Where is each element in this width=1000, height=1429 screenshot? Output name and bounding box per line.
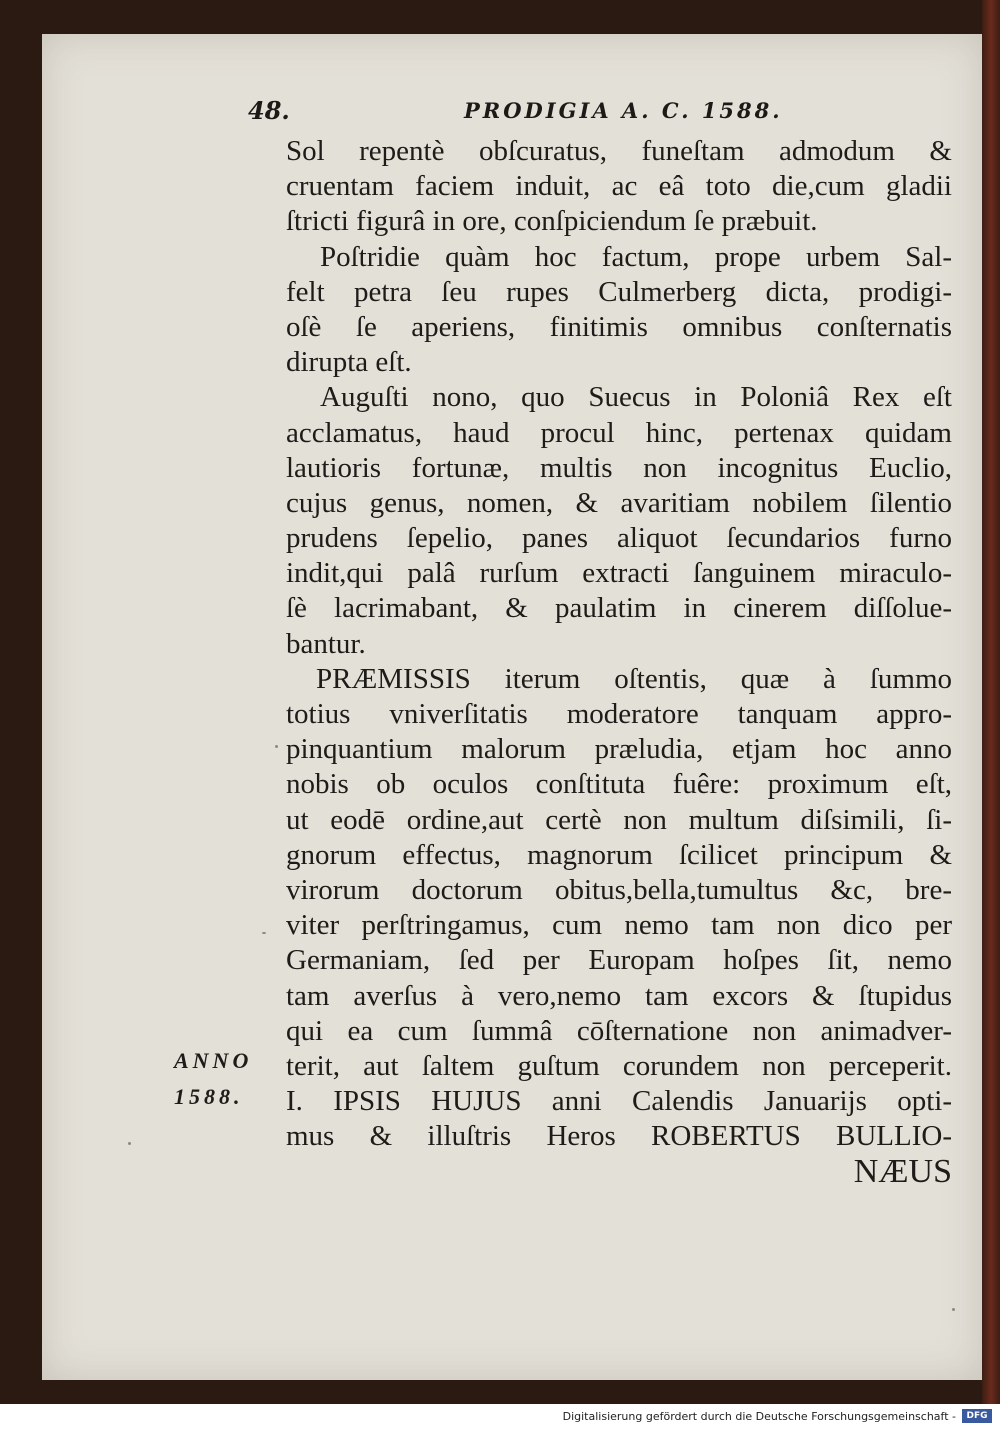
text-line: oſè ſe aperiens, finitimis omnibus conſternatis <box>286 310 952 343</box>
running-head <box>248 96 838 130</box>
text-line: ſè lacrimabant, & paulatim in cinerem diſſolue- <box>286 592 952 625</box>
paper-speck <box>275 745 278 748</box>
text-line: mus & illuſtris Heros ROBERTUS BULLIO- <box>286 1120 952 1153</box>
text-line: gnorum effectus, magnorum ſcilicet principum & <box>286 838 952 871</box>
text-line: viter perſtringamus, cum nemo tam non dico per <box>286 909 952 942</box>
paper-speck <box>952 1308 955 1311</box>
dfg-logo: DFG <box>962 1409 992 1423</box>
text-line: totius vniverſitatis moderatore tanquam appro- <box>286 698 952 730</box>
text-line: Sol repentè obſcuratus, funeſtam admodum & <box>286 135 952 167</box>
footer-credit: Digitalisierung gefördert durch die Deutsche Forschungsgemeinschaft - <box>562 1410 956 1423</box>
text-line: PRÆMISSIS iterum oſtentis, quæ à ſummo <box>316 662 952 695</box>
text-line: qui ea cum ſummâ cōſternatione non animadver- <box>286 1014 952 1047</box>
running-title: PRODIGIA A. C. 1588. <box>464 98 783 123</box>
text-line: ſtricti figurâ in ore, conſpiciendum ſe præbuit. <box>286 205 818 238</box>
catchword: NÆUS <box>853 1153 952 1191</box>
text-line: tam averſus à vero,nemo tam excors & ſtupidus <box>286 979 952 1012</box>
text-line: I. IPSIS HUJUS anni Calendis Januarijs opti- <box>286 1085 952 1118</box>
text-line: ut eodē ordine,aut certè non multum diſsimili, ſi- <box>286 803 952 836</box>
text-line: nobis ob oculos conſtituta fuêre: proximum eſt, <box>286 768 952 801</box>
text-line: felt petra ſeu rupes Culmerberg dicta, prodigi- <box>286 275 952 308</box>
footer-bar <box>0 1404 1000 1429</box>
text-line: lautioris fortunæ, multis non incognitus Euclio, <box>286 451 952 484</box>
text-line: prudens ſepelio, panes aliquot ſecundarios furno <box>286 522 952 555</box>
page-number: 48. <box>248 96 290 125</box>
margin-note-line: ANNO <box>174 1048 253 1073</box>
text-line: Poſtridie quàm hoc factum, prope urbem Sal- <box>320 240 952 273</box>
text-line: acclamatus, haud procul hinc, pertenax quidam <box>286 416 952 449</box>
text-line: cruentam faciem induit, ac eâ toto die,cum gladii <box>286 170 952 203</box>
text-line: Germaniam, ſed per Europam hoſpes ſit, nemo <box>286 944 952 977</box>
text-line: indit,qui palâ rurſum extracti ſanguinem miraculo- <box>286 557 952 590</box>
text-line: virorum doctorum obitus,bella,tumultus &c, bre- <box>286 873 952 906</box>
paper-speck <box>262 932 266 934</box>
text-line: bantur. <box>286 627 366 660</box>
text-line: Auguſti nono, quo Suecus in Poloniâ Rex eſt <box>320 381 952 414</box>
paper-speck <box>128 1142 131 1145</box>
text-line: cujus genus, nomen, & avaritiam nobilem ſilentio <box>286 486 952 519</box>
body-text <box>286 134 956 1190</box>
text-line: pinquantium malorum præludia, etjam hoc anno <box>286 733 952 766</box>
book-edge <box>982 0 1000 1404</box>
margin-note-year <box>174 1043 274 1115</box>
margin-note-line: 1588. <box>174 1084 244 1109</box>
text-line: dirupta eſt. <box>286 346 412 379</box>
text-line: terit, aut ſaltem guſtum corundem non perceperit. <box>286 1049 952 1082</box>
